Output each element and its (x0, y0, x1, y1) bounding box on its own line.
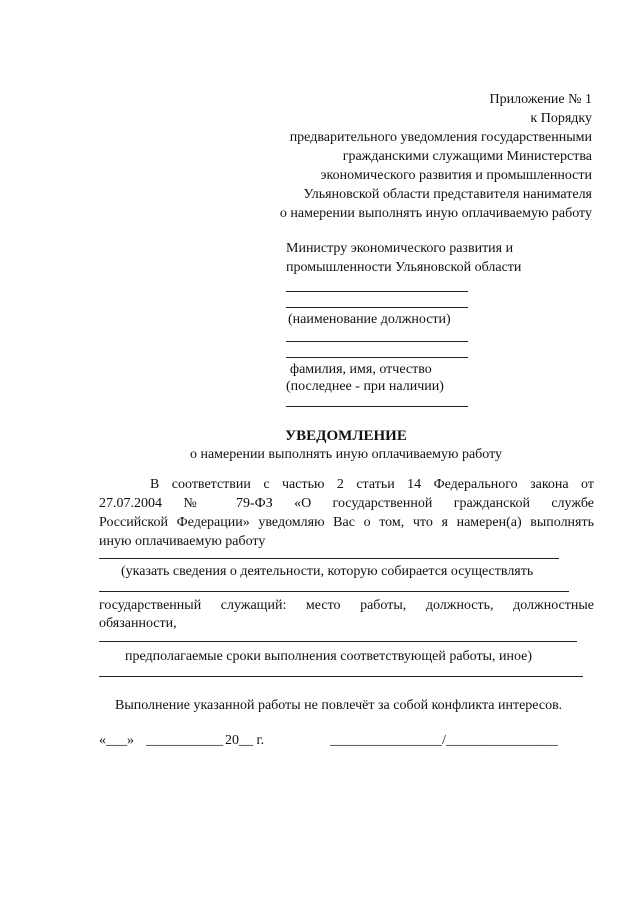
activity-input-line[interactable] (99, 558, 559, 559)
terms-hint: предполагаемые сроки выполнения соответствующей работы, иное) (125, 649, 533, 664)
activity-hint: (указать сведения о деятельности, которую собирается осуществлять (121, 564, 534, 579)
activity-input-line[interactable] (99, 591, 569, 592)
body-line: В соответствии с частью 2 статьи 14 Федерального закона от (150, 477, 594, 492)
position-input-line[interactable] (286, 291, 468, 292)
appendix-order-ref: к Порядку (530, 111, 592, 126)
name-hint: фамилия, имя, отчество (290, 362, 432, 377)
body-line: 27.07.2004 № 79-ФЗ «О государственной гражданской службе (99, 496, 594, 511)
date-year-field[interactable]: 20__ г. (225, 733, 265, 748)
signature-field[interactable]: ________________/________________ (330, 733, 558, 748)
conflict-statement: Выполнение указанной работы не повлечёт за собой конфликта интересов. (115, 698, 563, 713)
appendix-order-line: Ульяновской области представителя нанимателя (303, 187, 592, 202)
body-line: Российской Федерации» уведомляю Вас о том, что я намерен(а) выполнять (99, 515, 594, 530)
appendix-order-line: о намерении выполнять иную оплачиваемую работу (279, 206, 592, 221)
duties-hint: государственный служащий: место работы, должность, должностные (99, 598, 594, 613)
appendix-number: Приложение № 1 (489, 92, 592, 107)
appendix-order-line: гражданскими служащими Министерства (342, 149, 592, 164)
appendix-order-line: экономического развития и промышленности (320, 168, 592, 183)
position-hint: (наименование должности) (288, 312, 451, 327)
date-month-field[interactable]: ___________ (146, 733, 223, 748)
date-day-field[interactable]: «___» (99, 733, 134, 748)
body-line: иную оплачиваемую работу (99, 534, 266, 549)
duties-hint: обязанности, (99, 616, 177, 631)
name-input-line[interactable] (286, 357, 468, 358)
position-input-line[interactable] (286, 307, 468, 308)
appendix-order-line: предварительного уведомления государственными (289, 130, 592, 145)
name-input-line[interactable] (286, 406, 468, 407)
duties-input-line[interactable] (99, 641, 577, 642)
notice-subtitle: о намерении выполнять иную оплачиваемую работу (189, 447, 503, 462)
addressee-line: Министру экономического развития и (286, 241, 514, 256)
addressee-line: промышленности Ульяновской области (286, 260, 522, 275)
name-hint: (последнее - при наличии) (286, 379, 444, 394)
name-input-line[interactable] (286, 341, 468, 342)
terms-input-line[interactable] (99, 676, 583, 677)
notice-title: УВЕДОМЛЕНИЕ (285, 428, 407, 444)
